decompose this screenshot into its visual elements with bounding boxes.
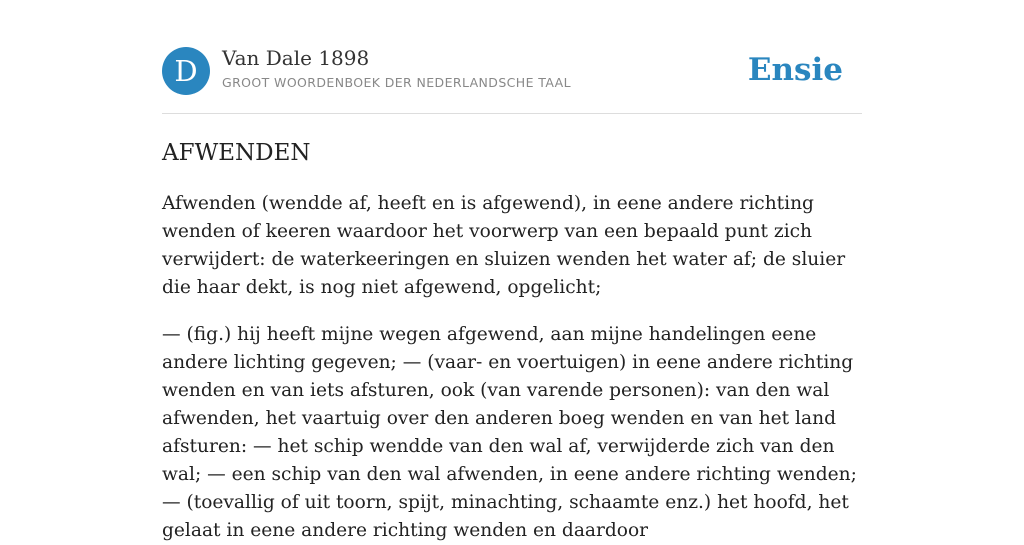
entry-paragraph-1: Afwenden (wendde af, heeft en is afgewend), in eene andere richting wenden of keeren waardoor het voorwerp van een bepaald punt zich verwijdert: de waterkeeringen en sluizen wenden het water af; de sluier die haar dekt, is nog niet afgewend, opgelicht; — [162, 193, 846, 298]
entry-content — [162, 136, 867, 545]
ensie-logo-link[interactable]: Ensie — [747, 52, 843, 88]
dictionary-logo-badge[interactable]: D — [162, 47, 210, 95]
header-divider — [162, 113, 862, 114]
dictionary-subtitle: GROOT WOORDENBOEK DER NEDERLANDSCHE TAAL — [222, 75, 571, 90]
entry-paragraph-2: — (fig.) hij heeft mijne wegen afgewend, aan mijne handelingen eene andere lichting gegeven; — (vaar- en voertuigen) in eene andere richting wenden en van iets afsturen, ook (van varende personen): van den wal afwenden, het vaartuig over den anderen boeg wenden en van het land afsturen: — het schip wendde van den wal af, verwijderde zich van den wal; — een schip van den wal afwenden, in eene andere richting wenden; — (toevallig of uit toorn, spijt, minachting, schaamte enz.) het hoofd, het gelaat in eene andere richting wenden en daardoor — [162, 324, 857, 541]
entry-headword: AFWENDEN — [162, 140, 311, 166]
dictionary-title[interactable]: Van Dale 1898 — [222, 46, 370, 70]
site-header — [162, 46, 862, 96]
